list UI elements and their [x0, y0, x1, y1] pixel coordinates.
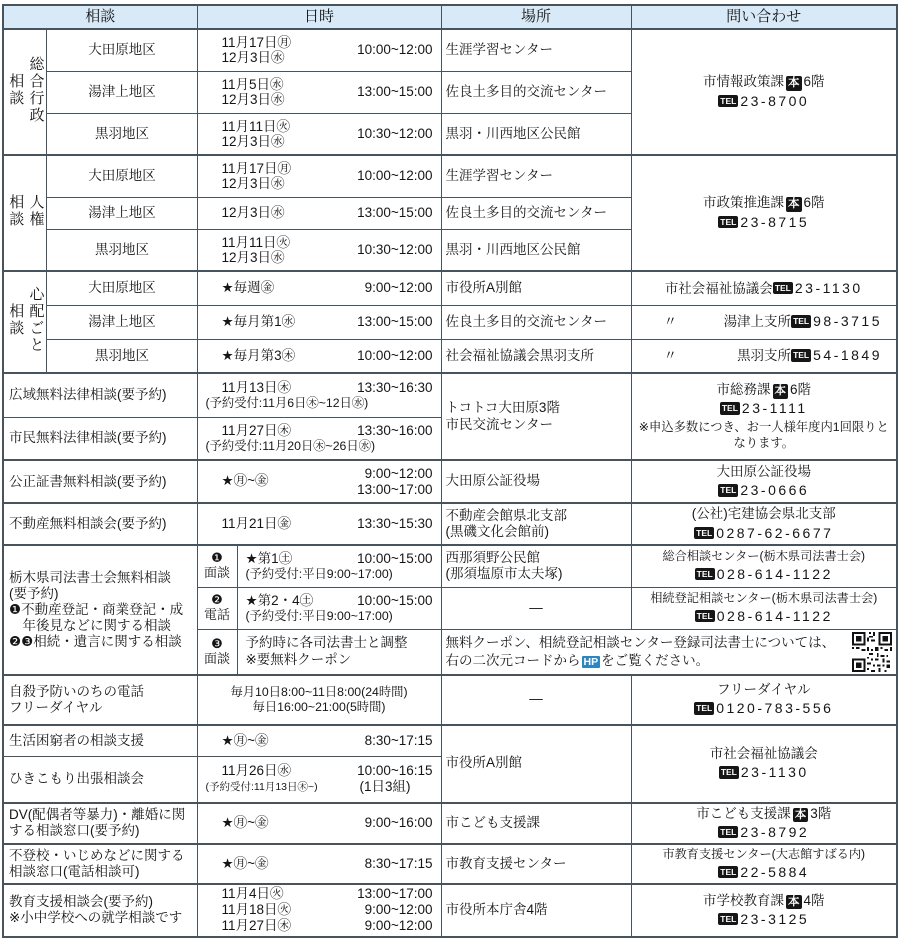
method-badge-cell: ❶ 面談: [197, 545, 237, 587]
table-row: [3, 884, 897, 937]
datetime-cell: ★第2・4㊏ 10:00~15:00 (予約受付:平日9:00~17:00): [237, 587, 441, 629]
place-cell: 佐良土多目的交流センター: [441, 71, 631, 113]
district-cell: 湯津上地区: [47, 71, 197, 113]
table-row: [3, 725, 897, 757]
table-row: [3, 675, 897, 725]
datetime-cell: ★第1㊏ 10:00~15:00 (予約受付:平日9:00~17:00): [237, 545, 441, 587]
consult-label: 広域無料法律相談(要予約): [3, 373, 197, 417]
contact-cell: 市こども支援課 本 3階 TEL 23-8792: [631, 803, 897, 844]
datetime-cell: 11月5日㊌ 12月3日㊌ 13:00~15:00: [197, 71, 441, 113]
place-cell: 生涯学習センター: [441, 155, 631, 197]
district-cell: 黒羽地区: [47, 339, 197, 373]
consult-label: 生活困窮者の相談支援: [3, 725, 197, 757]
header-datetime: 日時: [197, 5, 441, 29]
contact-note: ※申込多数につき、お一人様年度内1回限りとなります。: [638, 419, 889, 451]
contact-cell: 市学校教育課 本 4階 TEL 23-3125: [631, 884, 897, 937]
place-cell: 生涯学習センター: [441, 29, 631, 71]
tel-badge: TEL: [720, 216, 737, 227]
table-row: [3, 545, 897, 587]
tel-badge: TEL: [774, 282, 791, 293]
place-cell: 市役所本庁舎4階: [441, 884, 631, 937]
datetime-cell: 11月26日㊌ 10:00~16:15 (予約受付:11月13日㊍~) (1日3組): [197, 757, 441, 803]
place-cell: 市役所A別館: [441, 725, 631, 803]
table-row: [3, 29, 897, 71]
table-row: [3, 373, 897, 417]
datetime-cell: 11月11日㊋ 12月3日㊌ 10:30~12:00: [197, 229, 441, 271]
consultation-schedule-table: [2, 4, 898, 938]
datetime-cell: 11月27日㊍ 13:30~16:00 (予約受付:11月20日㊍~26日㊌): [197, 417, 441, 460]
place-cell: 不動産会館県北支部 (黒磯文化会館前): [441, 503, 631, 545]
place-cell: 黒羽・川西地区公民館: [441, 229, 631, 271]
datetime-cell: 11月4日㊋ 13:00~17:00 11月18日㊋ 9:00~12:00 11月27日㊍ 9:00~12:00: [197, 884, 441, 937]
tel-badge: TEL: [720, 767, 737, 777]
datetime-cell: ★毎月第1㊌ 13:00~15:00: [197, 305, 441, 339]
table-row: [3, 503, 897, 545]
datetime-cell: 11月17日㊊ 12月3日㊌ 10:00~12:00: [197, 29, 441, 71]
place-cell: 西那須野公民館 (那須塩原市太夫塚): [441, 545, 631, 587]
contact-cell: 市社会福祉協議会 TEL 23-1130: [631, 271, 897, 305]
contact-cell: 市政策推進課 本 6階 TEL 23-8715: [631, 155, 897, 271]
header-contact: 問い合わせ: [631, 5, 897, 29]
place-cell: 社会福祉協議会黒羽支所: [441, 339, 631, 373]
contact-cell: 市教育支援センター(大志館すばる内) TEL 22-5884: [631, 844, 897, 884]
district-cell: 大田原地区: [47, 271, 197, 305]
consult-label: 不登校・いじめなどに関する相談窓口(電話相談可): [3, 844, 197, 884]
contact-cell: 〃 湯津上支所 TEL 98-3715: [631, 305, 897, 339]
district-cell: 黒羽地区: [47, 229, 197, 271]
main-building-badge: 本: [788, 77, 800, 90]
contact-cell: 〃 黒羽支所 TEL 54-1849: [631, 339, 897, 373]
contact-cell: 相続登記相談センター(栃木県司法書士会) TEL 028-614-1122: [631, 587, 897, 629]
table-row: [3, 460, 897, 503]
ditto-mark: 〃: [663, 313, 678, 329]
table-row: [3, 305, 897, 339]
district-cell: 湯津上地区: [47, 197, 197, 229]
place-cell: 大田原公証役場: [441, 460, 631, 503]
datetime-cell: ★㊊~㊎ 9:00~12:00 13:00~17:00: [197, 460, 441, 503]
header-place: 場所: [441, 5, 631, 29]
main-building-badge: 本: [774, 385, 786, 398]
datetime-cell: 11月11日㊋ 12月3日㊌ 10:30~12:00: [197, 113, 441, 155]
tel-badge: TEL: [696, 527, 713, 538]
datetime-cell: 予約時に各司法書士と調整 ※要無料クーポン: [237, 629, 441, 675]
method-badge-cell: ❷ 電話: [197, 587, 237, 629]
place-cell: 佐良土多目的交流センター: [441, 305, 631, 339]
section-label-sogo: 総合行政相談: [3, 29, 47, 155]
table-row: [3, 803, 897, 844]
tel-badge: TEL: [696, 568, 713, 579]
consult-label: 市民無料法律相談(要予約): [3, 417, 197, 460]
contact-cell: (公社)宅建協会県北支部 TEL 0287-62-6677: [631, 503, 897, 545]
consult-label: 公正証書無料相談(要予約): [3, 460, 197, 503]
place-cell: 佐良土多目的交流センター: [441, 197, 631, 229]
datetime-cell: ★毎週㊎ 9:00~12:00: [197, 271, 441, 305]
datetime-cell: 12月3日㊌ 13:00~15:00: [197, 197, 441, 229]
table-row: [3, 271, 897, 305]
tel-badge: TEL: [720, 95, 737, 106]
qr-code: [852, 632, 892, 672]
tel-badge: TEL: [793, 350, 810, 361]
table-row: [3, 155, 897, 197]
contact-cell: 総合相談センター(栃木県司法書士会) TEL 028-614-1122: [631, 545, 897, 587]
contact-cell: 市総務課 本 6階 TEL 23-1111 ※申込多数につき、お一人様年度内1回限りとなります。: [631, 373, 897, 460]
consult-label: DV(配偶者等暴力)・離婚に関する相談窓口(要予約): [3, 803, 197, 844]
main-building-badge: 本: [794, 808, 807, 821]
hp-badge: HP: [583, 655, 599, 668]
contact-cell: 市社会福祉協議会 TEL 23-1130: [631, 725, 897, 803]
number-2-icon: ❷: [211, 592, 223, 608]
consult-label: 教育支援相談会(要予約) ※小中学校への就学相談です: [3, 884, 197, 937]
contact-cell: フリーダイヤル TEL 0120-783-556: [631, 675, 897, 725]
main-building-badge: 本: [788, 895, 800, 908]
place-cell: 市役所A別館: [441, 271, 631, 305]
place-cell: 市こども支援課: [441, 803, 631, 844]
table-header-row: [3, 5, 897, 29]
consult-label: ひきこもり出張相談会: [3, 757, 197, 803]
consult-label: 栃木県司法書士会無料相談 (要予約) ❶不動産登記・商業登記・成年後見などに関する相談 ❷❸相続・遺言に関する相談: [3, 545, 197, 675]
datetime-cell: ★毎月第3㊍ 10:00~12:00: [197, 339, 441, 373]
place-cell: トコトコ大田原3階 市民交流センター: [441, 373, 631, 460]
tel-badge: TEL: [720, 866, 737, 877]
datetime-cell: ★㊊~㊎ 9:00~16:00: [197, 803, 441, 844]
contact-cell: 市情報政策課 本 6階 TEL 23-8700: [631, 29, 897, 155]
consult-label: 不動産無料相談会(要予約): [3, 503, 197, 545]
number-1-icon: ❶: [211, 550, 223, 566]
datetime-cell: 11月21日㊎ 13:30~15:30: [197, 503, 441, 545]
datetime-cell: ★㊊~㊎ 8:30~17:15: [197, 844, 441, 884]
number-3-icon: ❸: [211, 635, 223, 651]
district-cell: 湯津上地区: [47, 305, 197, 339]
datetime-cell: 11月13日㊍ 13:30~16:30 (予約受付:11月6日㊍~12日㊌): [197, 373, 441, 417]
district-cell: 黒羽地区: [47, 113, 197, 155]
section-label-jinken: 人権相談: [3, 155, 47, 271]
section-label-shinpai: 心配ごと相談: [3, 271, 47, 373]
datetime-cell: ★㊊~㊎ 8:30~17:15: [197, 725, 441, 757]
tel-badge: TEL: [720, 913, 737, 924]
place-cell: 市教育支援センター: [441, 844, 631, 884]
coupon-info-cell: 無料クーポン、相続登記相談センター登録司法書士については、右の二次元コードから HP をご覧ください。: [441, 629, 897, 675]
place-cell: 黒羽・川西地区公民館: [441, 113, 631, 155]
tel-badge: TEL: [721, 403, 738, 414]
district-cell: 大田原地区: [47, 155, 197, 197]
datetime-cell: 11月17日㊊ 12月3日㊌ 10:00~12:00: [197, 155, 441, 197]
place-cell: —: [441, 587, 631, 629]
place-cell: —: [441, 675, 631, 725]
datetime-cell: 毎月10日8:00~11日8:00(24時間) 毎日16:00~21:00(5時間): [197, 675, 441, 725]
ditto-mark: 〃: [663, 347, 678, 363]
district-cell: 大田原地区: [47, 29, 197, 71]
tel-badge: TEL: [696, 703, 713, 713]
tel-badge: TEL: [793, 316, 810, 327]
main-building-badge: 本: [788, 198, 800, 211]
table-row: [3, 844, 897, 884]
tel-badge: TEL: [696, 610, 713, 621]
header-consult: 相談: [3, 5, 197, 29]
table-row: [3, 339, 897, 373]
contact-cell: 大田原公証役場 TEL 23-0666: [631, 460, 897, 503]
tel-badge: TEL: [720, 826, 737, 837]
consult-label: 自殺予防いのちの電話 フリーダイヤル: [3, 675, 197, 725]
method-badge-cell: ❸ 面談: [197, 629, 237, 675]
tel-badge: TEL: [720, 485, 737, 495]
